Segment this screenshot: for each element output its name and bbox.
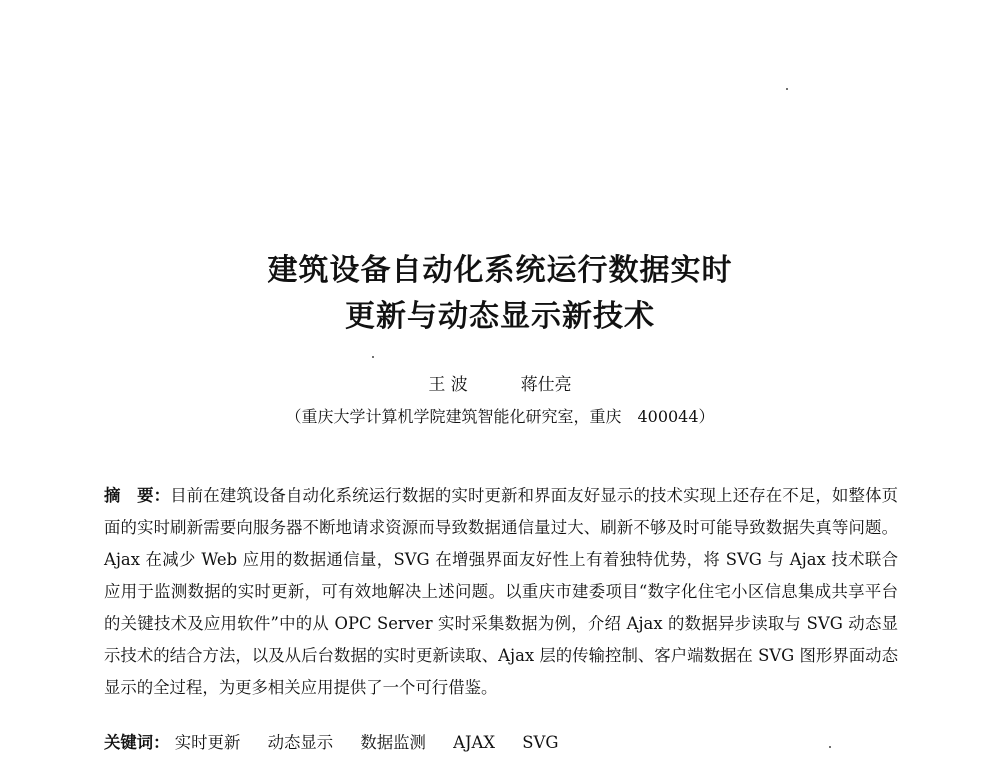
author-name: 蒋仕亮: [520, 375, 572, 395]
keyword: SVG: [522, 733, 559, 752]
keywords: [104, 730, 898, 756]
keyword: 动态显示: [267, 733, 334, 752]
abstract: [104, 480, 898, 704]
scan-speck: [786, 88, 788, 90]
paper-title: [0, 248, 1000, 340]
keyword: 实时更新: [174, 733, 241, 752]
scan-speck: [372, 356, 374, 358]
paper-title-line-2: 更新与动态显示新技术: [345, 299, 655, 334]
paper-title-line-1: 建筑设备自动化系统运行数据实时: [267, 253, 733, 288]
abstract-text: 目前在建筑设备自动化系统运行数据的实时更新和界面友好显示的技术实现上还存在不足，如整体页面的实时刷新需要向服务器不断地请求资源而导致数据通信量过大、刷新不够及时可能导致数据失真等问题。Ajax 在减少 Web 应用的数据通信量，SVG 在增强界面友好性上有着独特优势，将 SVG 与 Ajax 技术联合应用于监测数据的实时更新，可有效地解决上述问题。以重庆市建委项目“数字化住宅小区信息集成共享平台的关键技术及应用软件”中的从 OPC Server 实时采集数据为例，介绍 Ajax 的数据异步读取与 SVG 动态显示技术的结合方法，以及从后台数据的实时更新读取、Ajax 层的传输控制、客户端数据在 SVG 图形界面动态显示的全过程，为更多相关应用提供了一个可行借鉴。: [104, 486, 899, 697]
keywords-label: 关键词：: [104, 733, 170, 752]
abstract-label: 摘 要：: [104, 486, 171, 505]
keyword: AJAX: [453, 733, 496, 752]
keyword: 数据监测: [360, 733, 426, 752]
author-list: [0, 373, 1000, 397]
author-name: 王 波: [428, 375, 468, 395]
author-affiliation: （重庆大学计算机学院建筑智能化研究室，重庆 400044）: [285, 407, 715, 426]
